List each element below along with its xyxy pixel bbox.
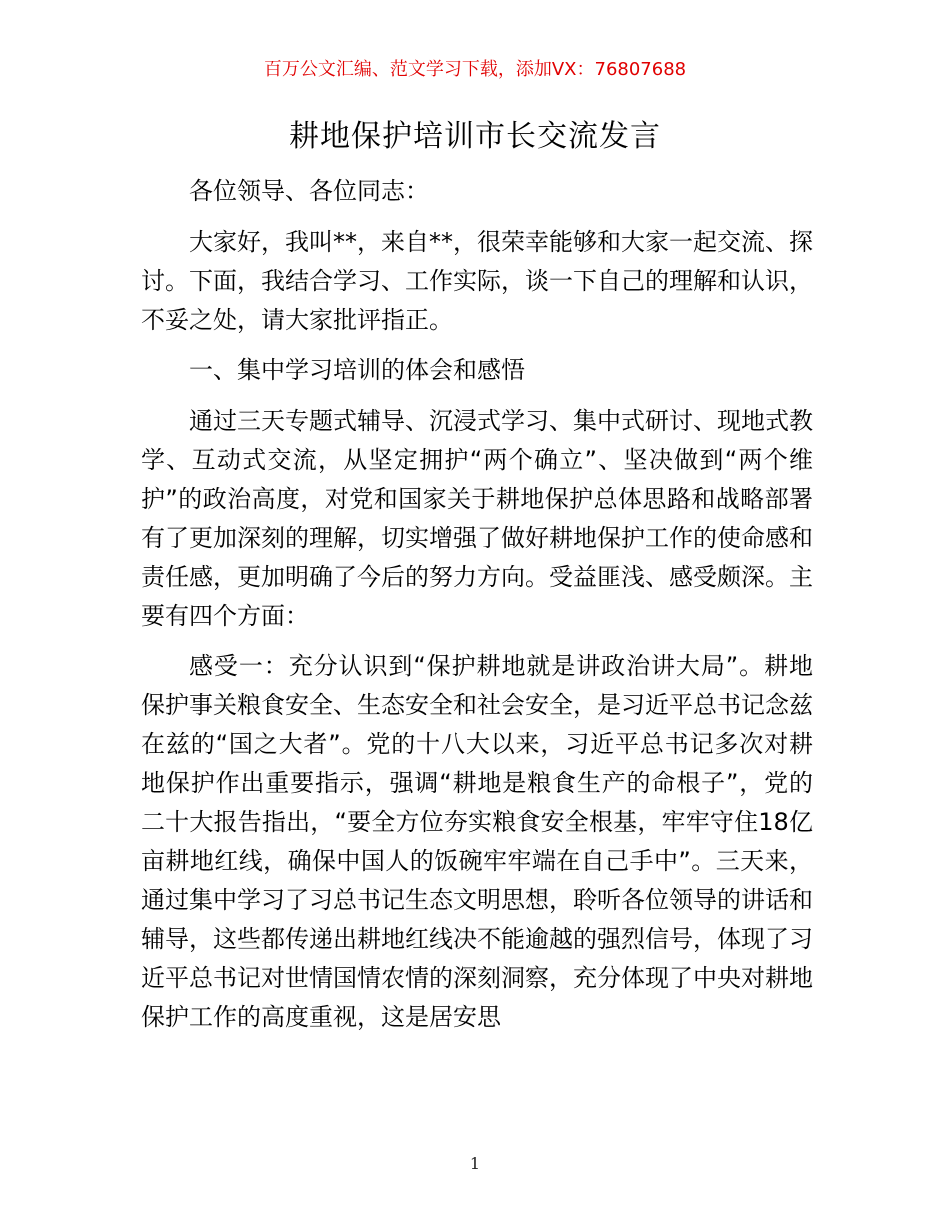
section-heading: 一、集中学习培训的体会和感悟 — [189, 356, 525, 384]
paragraph-insight-one: 感受一：充分认识到“保护耕地就是讲政治讲大局”。耕地保护事关粮食安全、生态安全和社会安全，是习近平总书记念兹在兹的“国之大者”。党的十八大以来，习近平总书记多次对耕地保护作出重要指示，强调“耕地是粮食生产的命根子”，党的二十大报告指出，“要全方位夯实粮食安全根基，牢牢守住18亿亩耕地红线，确保中国人的饭碗牢牢端在自己手中”。三天来，通过集中学习了习总书记生态文明思想，聆听各位领导的讲话和辅导，这些都传递出耕地红线决不能逾越的强烈信号，体现了习近平总书记对世情国情农情的深刻洞察，充分体现了中央对耕地保护工作的高度重视，这是居安思 — [141, 652, 813, 1031]
page-number: 1 — [469, 1154, 481, 1173]
paragraph-greeting: 大家好，我叫**，来自**，很荣幸能够和大家一起交流、探讨。下面，我结合学习、工作实际，谈一下自己的理解和认识，不妥之处，请大家批评指正。 — [141, 227, 813, 334]
paragraph-training: 通过三天专题式辅导、沉浸式学习、集中式研讨、现地式教学、互动式交流，从坚定拥护“两个确立”、坚决做到“两个维护”的政治高度，对党和国家关于耕地保护总体思路和战略部署有了更加深刻的理解，切实增强了做好耕地保护工作的使命感和责任感，更加明确了今后的努力方向。受益匪浅、感受颇深。主要有四个方面： — [141, 406, 813, 630]
document-body — [141, 172, 813, 1049]
header-note: 百万公文汇编、范文学习下载，添加VX：76807688 — [263, 59, 687, 80]
salutation: 各位领导、各位同志： — [189, 177, 429, 205]
document-title: 耕地保护培训市长交流发言 — [289, 119, 661, 154]
